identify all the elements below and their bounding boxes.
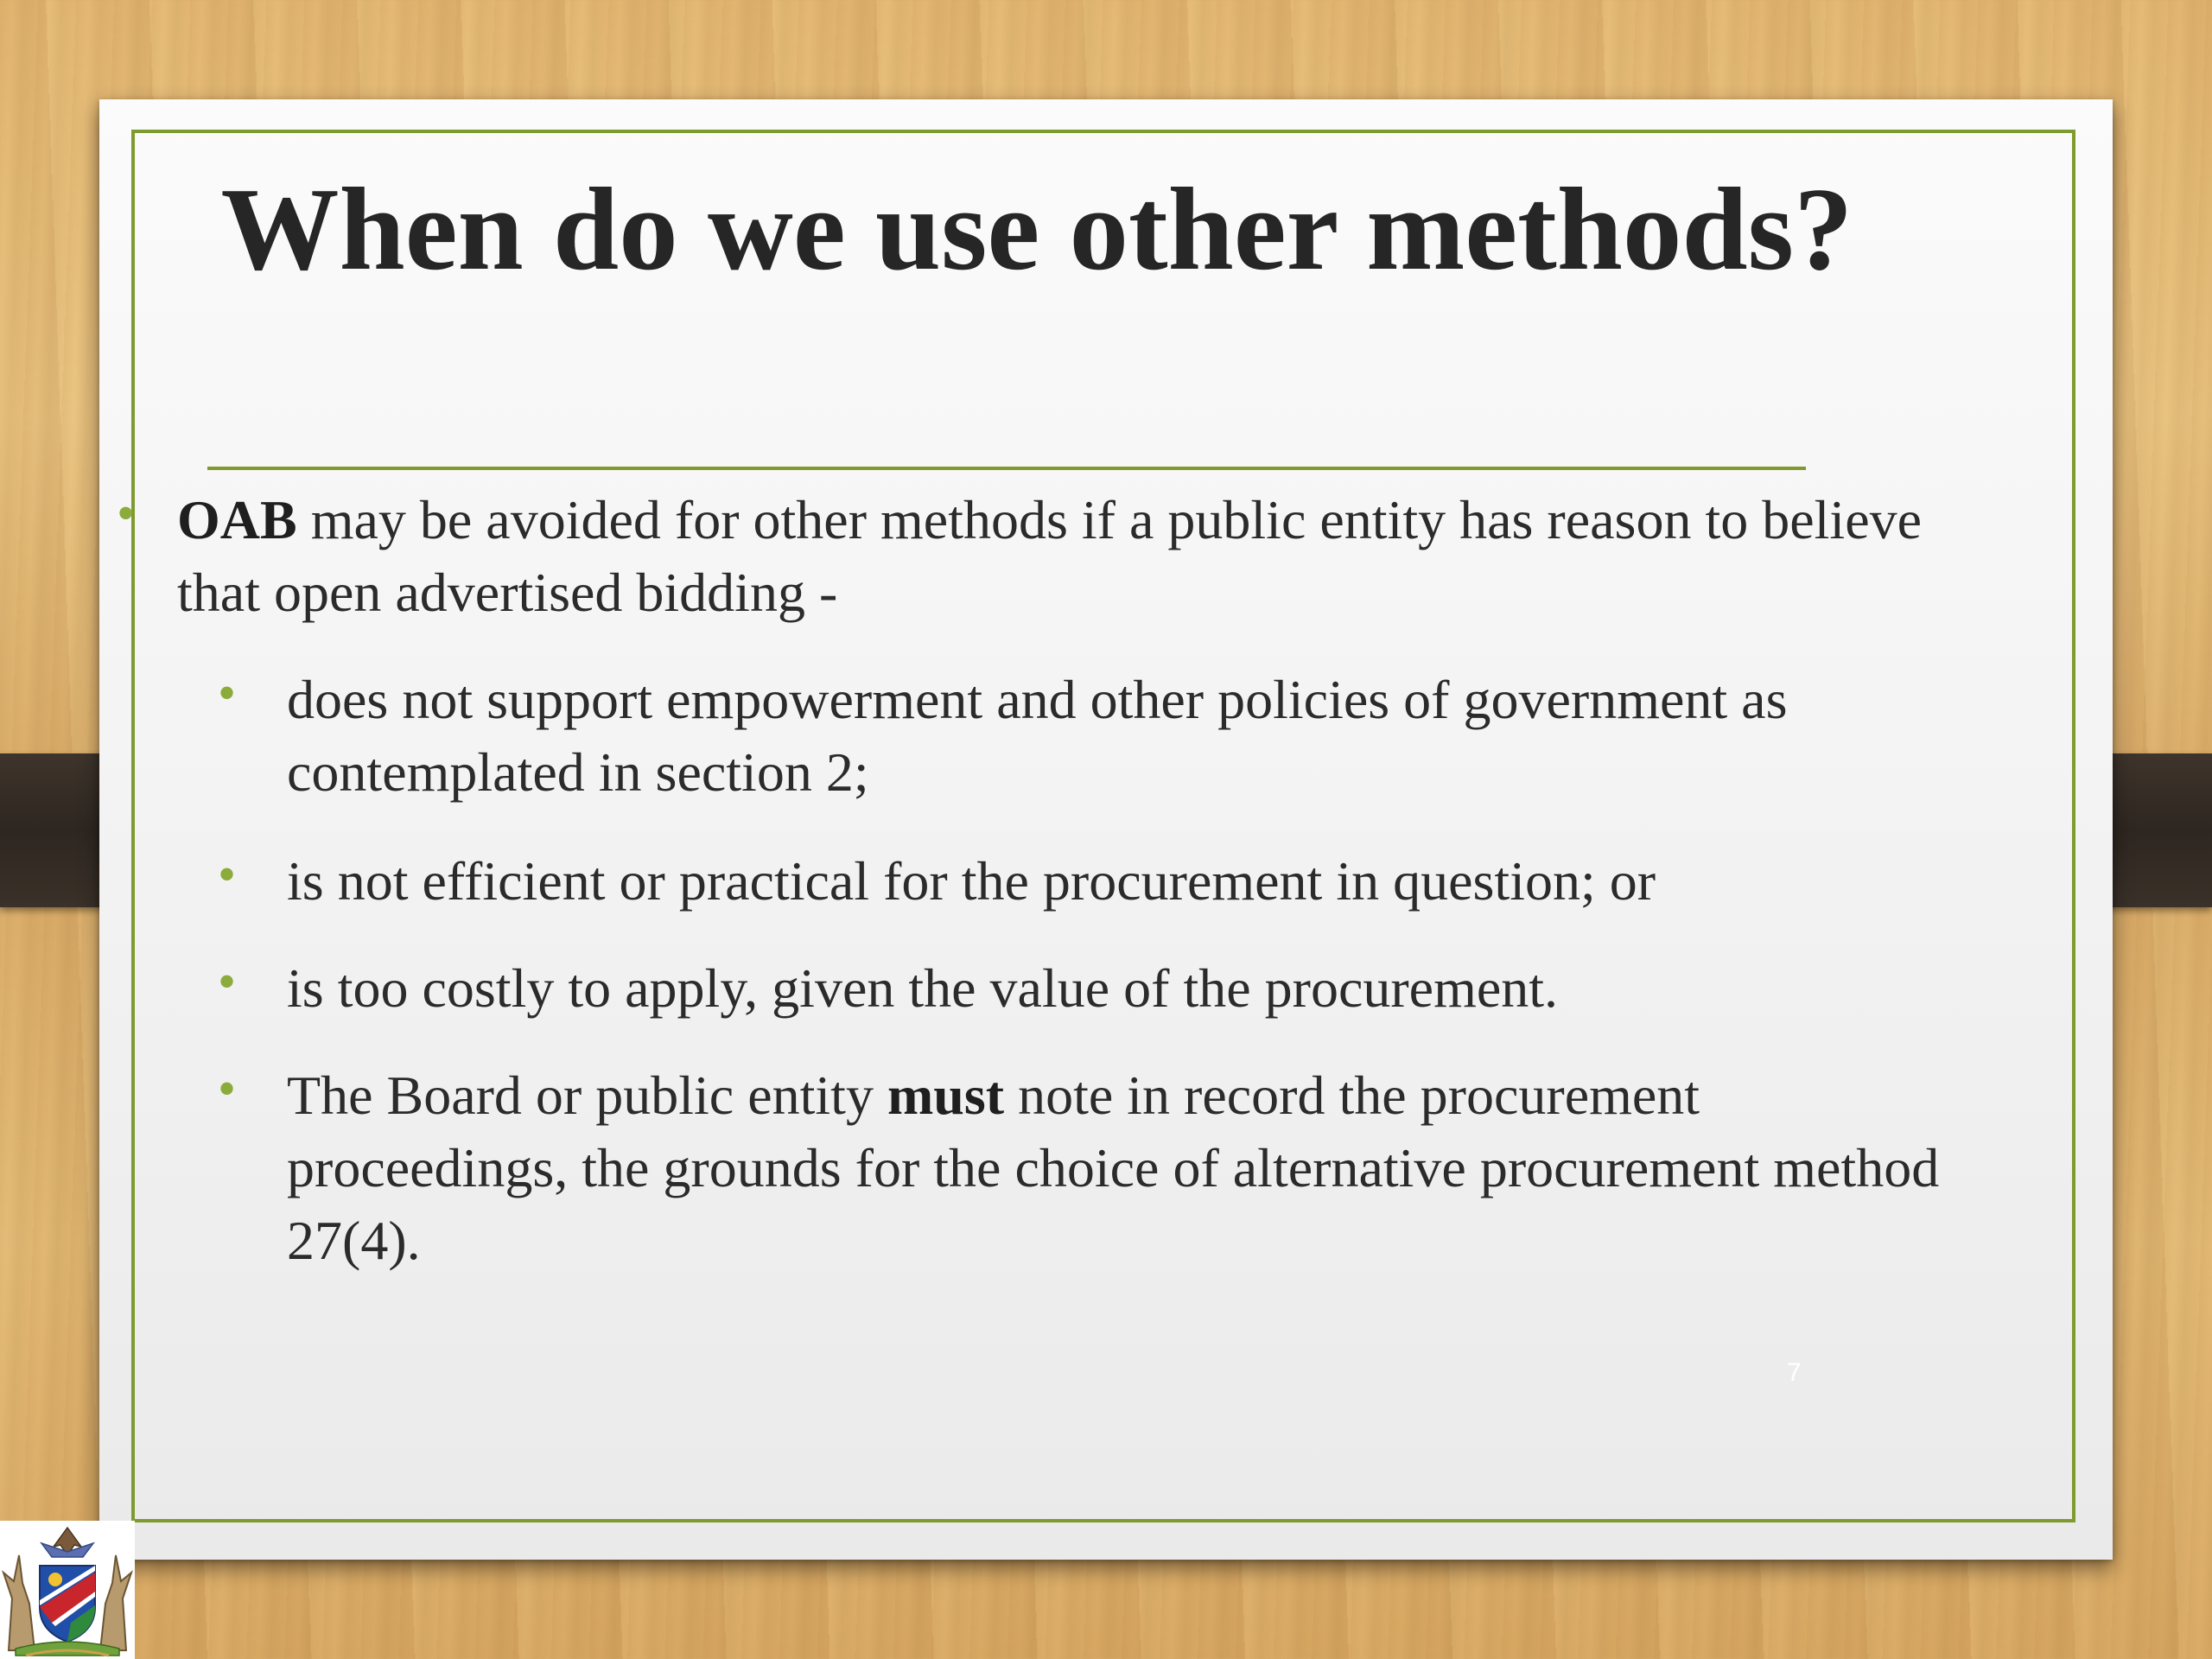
bullet-dot-icon: • [218, 664, 237, 721]
bullet-text: is too costly to apply, given the value of the procurement. [287, 957, 1559, 1019]
bullet-item-efficiency [218, 845, 1955, 918]
bullet-dot-icon: • [218, 953, 237, 1010]
bullet-text-before: The Board or public entity [287, 1065, 887, 1126]
bullet-dot-icon: • [218, 846, 237, 903]
bullet-item-cost [218, 952, 1955, 1025]
bullet-dot-icon: • [218, 1060, 237, 1117]
slide-title: When do we use other methods? [220, 163, 1853, 295]
bullet-text: does not support empowerment and other policies of government as contemplated in section 2; [287, 669, 1788, 803]
bullet-item-empowerment [218, 664, 1955, 809]
bullet-text-after: note in record the procurement proceedings, the grounds for the choice of alternative procurement method 27(4). [287, 1065, 1940, 1271]
coat-of-arms-icon [0, 1521, 135, 1659]
bullet-lead-bold: OAB [177, 489, 297, 550]
bullet-item-oab [117, 484, 1948, 629]
bullet-text: is not efficient or practical for the procurement in question; or [287, 850, 1656, 912]
bullet-emphasis-must: must [887, 1065, 1005, 1126]
bullet-dot-icon: • [117, 485, 136, 542]
bullet-text: may be avoided for other methods if a public entity has reason to believe that open advertised bidding - [177, 489, 1922, 623]
slide-page-number: 7 [1787, 1358, 1802, 1387]
bullet-item-record [218, 1059, 1955, 1277]
